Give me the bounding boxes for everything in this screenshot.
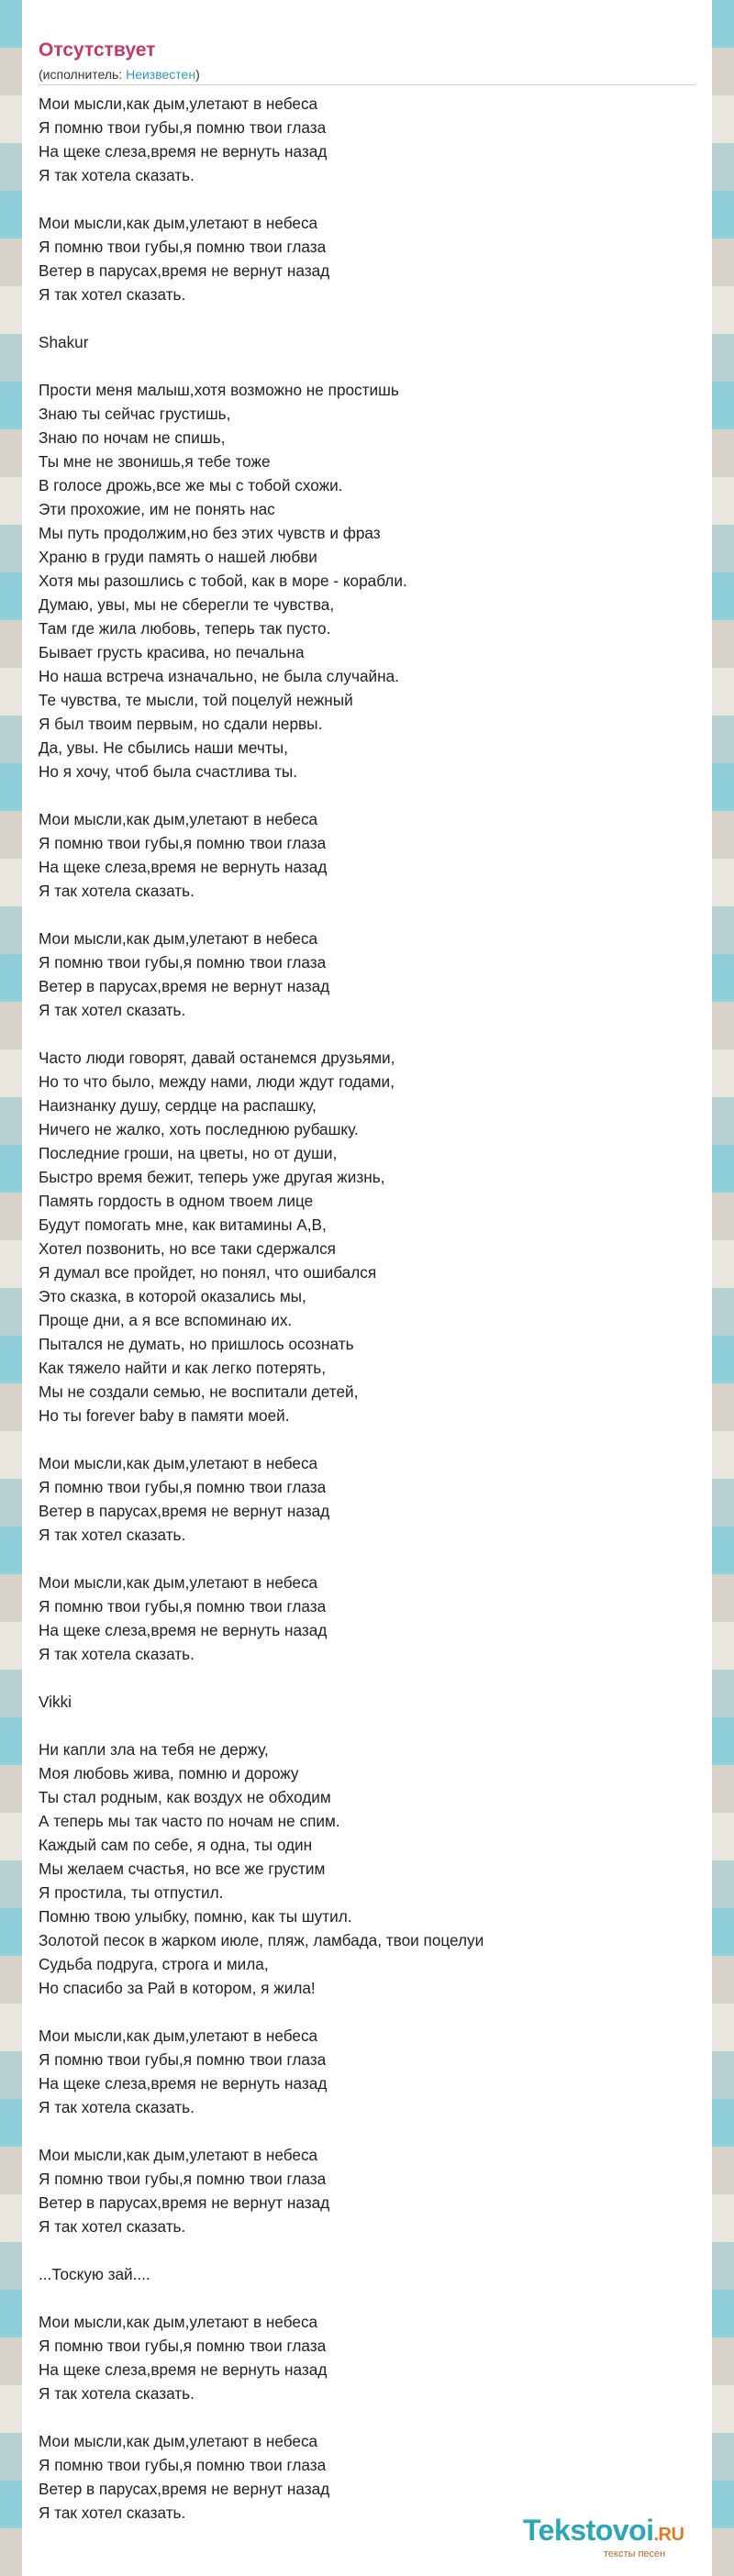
lyric-line: Прости меня малыш,хотя возможно не простишь [39, 381, 399, 399]
lyric-line: Мои мысли,как дым,улетают в небеса [39, 2432, 318, 2450]
site-logo[interactable] [521, 2512, 732, 2565]
logo-domain: .RU [653, 2525, 684, 2545]
lyric-line: Память гордость в одном твоем лице [39, 1192, 314, 1210]
lyric-line: Мои мысли,как дым,улетают в небеса [39, 1573, 318, 1592]
lyric-line: Знаю ты сейчас грустишь, [39, 405, 231, 423]
lyric-line: Но наша встреча изначально, не была случайна. [39, 667, 399, 685]
lyric-line: Проще дни, а я все вспоминаю их. [39, 1311, 293, 1329]
lyric-line: На щеке слеза,время не вернуть назад [39, 2360, 328, 2379]
lyric-line [39, 1547, 681, 1571]
lyrics-panel [22, 0, 712, 2576]
lyric-line: Я помню твои губы,я помню твои глаза [39, 2170, 327, 2188]
artist-prefix: (исполнитель: [39, 67, 127, 82]
lyric-line: А теперь мы так часто по ночам не спим. [39, 1812, 340, 1830]
lyric-line: Думаю, увы, мы не сберегли те чувства, [39, 595, 335, 614]
lyric-line: Но то что было, между нами, люди ждут годами, [39, 1072, 395, 1091]
lyrics-text [39, 92, 681, 2525]
lyric-line: Я помню твои губы,я помню твои глаза [39, 953, 327, 972]
lyric-line: Пытался не думать, но пришлось осознать [39, 1335, 354, 1353]
lyric-line: Последние гроши, на цветы, но от души, [39, 1144, 338, 1162]
lyric-line: Я так хотел сказать. [39, 1001, 186, 1019]
lyric-line: Ты мне не звонишь,я тебе тоже [39, 452, 271, 471]
lyric-line: Как тяжело найти и как легко потерять, [39, 1359, 327, 1377]
lyric-line: Ты стал родным, как воздух не обходим [39, 1788, 331, 1806]
lyric-line [39, 903, 681, 927]
lyric-line: Там где жила любовь, теперь так пусто. [39, 619, 331, 638]
lyric-line: ...Тоскую зай.... [39, 2265, 150, 2283]
lyric-line: Те чувства, те мысли, той поцелуй нежный [39, 691, 353, 709]
lyric-line: Но ты forever baby в памяти моей. [39, 1406, 290, 1425]
lyric-line: Мои мысли,как дым,улетают в небеса [39, 810, 318, 828]
lyric-line: На щеке слеза,время не вернуть назад [39, 1621, 328, 1639]
lyric-line: Я так хотел сказать. [39, 1526, 186, 1544]
lyric-line [39, 306, 681, 330]
lyric-line [39, 2238, 681, 2262]
lyric-line: Но я хочу, чтоб была счастлива ты. [39, 762, 298, 781]
lyric-line: Мои мысли,как дым,улетают в небеса [39, 2313, 318, 2331]
lyric-line: Будут помогать мне, как витамины А,В, [39, 1216, 327, 1234]
lyric-line: Мои мысли,как дым,улетают в небеса [39, 94, 318, 113]
lyric-line: Vikki [39, 1693, 72, 1711]
lyric-line: Ветер в парусах,время не вернут назад [39, 2480, 330, 2498]
lyric-line: Хотел позвонить, но все таки сдержался [39, 1239, 336, 1258]
lyric-line: Я помню твои губы,я помню твои глаза [39, 1597, 327, 1616]
artist-suffix: ) [195, 67, 200, 82]
lyric-line: Мои мысли,как дым,улетают в небеса [39, 214, 318, 232]
lyric-line: Ничего не жалко, хоть последнюю рубашку. [39, 1120, 359, 1138]
lyric-line: Я так хотела сказать. [39, 1645, 195, 1663]
lyric-line: Моя любовь жива, помню и дорожу [39, 1764, 299, 1782]
lyric-line: На щеке слеза,время не вернуть назад [39, 2074, 328, 2093]
lyric-line: Я помню твои губы,я помню твои глаза [39, 118, 327, 137]
lyric-line: Я так хотела сказать. [39, 2384, 195, 2403]
lyric-line: Быстро время бежит, теперь уже другая жизнь, [39, 1168, 385, 1186]
lyric-line: Мы путь продолжим,но без этих чувств и фраз [39, 524, 381, 542]
lyric-line: Я так хотел сказать. [39, 2504, 186, 2522]
lyric-line: Ветер в парусах,время не вернут назад [39, 1502, 330, 1520]
lyric-line: Я помню твои губы,я помню твои глаза [39, 2456, 327, 2474]
lyric-line: Ветер в парусах,время не вернут назад [39, 2193, 330, 2212]
lyric-line: Я думал все пройдет, но понял, что ошибался [39, 1263, 377, 1282]
lyric-line: Эти прохожие, им не понять нас [39, 500, 275, 518]
lyric-line: Мои мысли,как дым,улетают в небеса [39, 929, 318, 948]
lyric-line [39, 354, 681, 378]
lyric-line: Я так хотела сказать. [39, 882, 195, 900]
lyric-line: Часто люди говорят, давай останемся друзьями, [39, 1049, 395, 1067]
lyric-line: Знаю по ночам не спишь, [39, 428, 226, 447]
logo-tagline: тексты песен [604, 2548, 666, 2559]
lyric-line [39, 2286, 681, 2310]
lyric-line: Я помню твои губы,я помню твои глаза [39, 2050, 327, 2069]
lyric-line: Shakur [39, 333, 89, 351]
lyric-line [39, 783, 681, 807]
lyric-line: Хотя мы разошлись с тобой, как в море - корабли. [39, 572, 407, 590]
lyric-line: Я помню твои губы,я помню твои глаза [39, 1478, 327, 1496]
lyric-line: Я помню твои губы,я помню твои глаза [39, 834, 327, 852]
lyric-line: Мы желаем счастья, но все же грустим [39, 1860, 326, 1878]
lyric-line: Я так хотела сказать. [39, 2098, 195, 2116]
lyric-line: Я так хотела сказать. [39, 166, 195, 184]
lyric-line: Храню в груди память о нашей любви [39, 548, 317, 566]
lyric-line: Каждый сам по себе, я одна, ты один [39, 1836, 313, 1854]
lyric-line: В голосе дрожь,все же мы с тобой схожи. [39, 476, 343, 494]
lyric-line: Судьба подруга, строга и мила, [39, 1955, 269, 1973]
lyric-line: Помню твою улыбку, помню, как ты шутил. [39, 1907, 352, 1926]
lyric-line: Мои мысли,как дым,улетают в небеса [39, 2146, 318, 2164]
lyric-line: На щеке слеза,время не вернуть назад [39, 858, 328, 876]
lyric-line: Мои мысли,как дым,улетают в небеса [39, 2026, 318, 2045]
lyric-line: Ни капли зла на тебя не держу, [39, 1740, 269, 1759]
lyric-line [39, 187, 681, 211]
lyric-line: Мы не создали семью, не воспитали детей, [39, 1382, 359, 1401]
lyric-line [39, 1714, 681, 1738]
lyric-line [39, 2119, 681, 2143]
lyric-line: Я простила, ты отпустил. [39, 1883, 224, 1902]
lyric-line: На щеке слеза,время не вернуть назад [39, 142, 328, 161]
lyric-line [39, 1427, 681, 1451]
lyric-line [39, 1022, 681, 1046]
logo-name: Tekstovoi [523, 2514, 654, 2547]
logo-wordmark [523, 2512, 684, 2553]
lyric-line: Да, увы. Не сбылись наши мечты, [39, 738, 288, 757]
lyric-line: Бывает грусть красива, но печальна [39, 643, 305, 661]
lyric-line [39, 2405, 681, 2429]
lyric-line: Я помню твои губы,я помню твои глаза [39, 238, 327, 256]
lyric-line: Наизнанку душу, сердце на распашку, [39, 1096, 317, 1115]
lyric-line: Я так хотел сказать. [39, 2217, 186, 2236]
lyric-line [39, 2000, 681, 2024]
lyric-line: Я был твоим первым, но сдали нервы. [39, 715, 323, 733]
artist-link[interactable]: Неизвестен [126, 67, 196, 82]
artist-line [39, 66, 200, 83]
lyric-line: Это сказка, в которой оказались мы, [39, 1287, 306, 1305]
lyric-line: Ветер в парусах,время не вернут назад [39, 261, 330, 280]
song-title: Отсутствует [39, 39, 156, 61]
lyric-line: Ветер в парусах,время не вернут назад [39, 977, 330, 995]
lyric-line [39, 1666, 681, 1690]
title-divider [39, 84, 695, 85]
lyric-line: Я так хотел сказать. [39, 285, 186, 304]
lyric-line: Я помню твои губы,я помню твои глаза [39, 2337, 327, 2355]
lyric-line: Золотой песок в жарком июле, пляж, ламбада, твои поцелуи [39, 1931, 484, 1949]
lyric-line: Но спасибо за Рай в котором, я жила! [39, 1979, 316, 1997]
lyric-line: Мои мысли,как дым,улетают в небеса [39, 1454, 318, 1472]
